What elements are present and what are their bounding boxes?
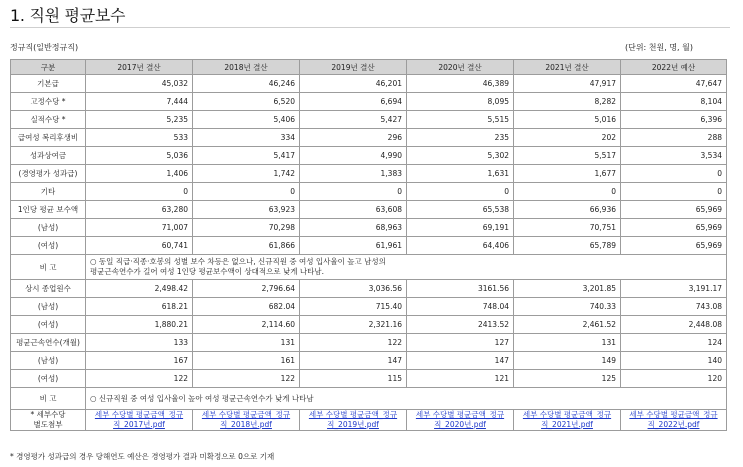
table-row (11, 280, 727, 298)
attachment-link-4[interactable] (514, 410, 621, 431)
value-cell: 47,917 (514, 75, 621, 93)
row-label: 상시 종업원수 (11, 280, 86, 298)
value-cell: 6,520 (193, 93, 300, 111)
table-row (11, 219, 727, 237)
header-cell: 2019년 결산 (300, 60, 407, 75)
table-row (11, 352, 727, 370)
attachment-link-1[interactable] (193, 410, 300, 431)
value-cell: 8,095 (407, 93, 514, 111)
value-cell: 69,191 (407, 219, 514, 237)
value-cell: 2,448.08 (621, 316, 727, 334)
value-cell: 1,880.21 (86, 316, 193, 334)
value-cell: 63,608 (300, 201, 407, 219)
value-cell: 0 (300, 183, 407, 201)
value-cell: 5,417 (193, 147, 300, 165)
row-label: 실적수당 * (11, 111, 86, 129)
value-cell: 68,963 (300, 219, 407, 237)
attachment-link-line-2: 직_2019년.pdf (327, 420, 379, 429)
value-cell: 3161.56 (407, 280, 514, 298)
value-cell: 2,114.60 (193, 316, 300, 334)
value-cell: 61,961 (300, 237, 407, 255)
value-cell: 0 (621, 165, 727, 183)
value-cell: 161 (193, 352, 300, 370)
value-cell: 0 (621, 183, 727, 201)
row-label: 평균근속연수(개월) (11, 334, 86, 352)
value-cell: 5,302 (407, 147, 514, 165)
note-line-1: ○ 동일 직급·직종·호봉의 성별 보수 차등은 없으나, 신규직원 중 여성 입사율이 높고 남성의 (90, 257, 386, 266)
header-cell: 2021년 결산 (514, 60, 621, 75)
attachment-link-line-1: 세부 수당별 평균금액_정규 (201, 410, 291, 419)
attachment-link-line-1: 세부 수당별 평균금액_정규 (522, 410, 612, 419)
value-cell: 131 (193, 334, 300, 352)
value-cell: 2,796.64 (193, 280, 300, 298)
value-cell: 296 (300, 129, 407, 147)
value-cell: 46,246 (193, 75, 300, 93)
header-row (11, 60, 727, 75)
value-cell: 140 (621, 352, 727, 370)
row-label: 성과상여금 (11, 147, 86, 165)
attachment-section (11, 410, 727, 431)
value-cell: 45,032 (86, 75, 193, 93)
value-cell: 6,396 (621, 111, 727, 129)
value-cell: 5,517 (514, 147, 621, 165)
value-cell: 65,969 (621, 219, 727, 237)
note-1 (11, 255, 727, 280)
attachment-link-line-2: 직_2022년.pdf (647, 420, 700, 429)
value-cell: 3,534 (621, 147, 727, 165)
attachment-link-3[interactable] (407, 410, 514, 431)
value-cell: 288 (621, 129, 727, 147)
table-row (11, 298, 727, 316)
value-cell: 133 (86, 334, 193, 352)
value-cell: 5,427 (300, 111, 407, 129)
value-cell: 46,201 (300, 75, 407, 93)
value-cell: 715.40 (300, 298, 407, 316)
value-cell: 70,298 (193, 219, 300, 237)
table-row (11, 237, 727, 255)
header-cell: 구분 (11, 60, 86, 75)
value-cell: 2,321.16 (300, 316, 407, 334)
value-cell: 0 (514, 183, 621, 201)
value-cell: 2,498.42 (86, 280, 193, 298)
value-cell: 121 (407, 370, 514, 388)
row-label: (여성) (11, 370, 86, 388)
value-cell: 65,789 (514, 237, 621, 255)
value-cell: 682.04 (193, 298, 300, 316)
attachment-link-line-2: 직_2020년.pdf (434, 420, 486, 429)
value-cell: 5,235 (86, 111, 193, 129)
value-cell: 1,742 (193, 165, 300, 183)
value-cell: 1,406 (86, 165, 193, 183)
row-label: (여성) (11, 316, 86, 334)
table-subtitle: 정규직(일반정규직) (10, 43, 79, 52)
row-label: (여성) (11, 237, 86, 255)
value-cell: 8,104 (621, 93, 727, 111)
note-label: 비 고 (11, 255, 86, 280)
salary-rows (11, 75, 727, 255)
attachment-label-line-2: 별도첨부 (33, 420, 63, 429)
value-cell: 70,751 (514, 219, 621, 237)
value-cell: 63,923 (193, 201, 300, 219)
value-cell: 5,036 (86, 147, 193, 165)
attachment-link-line-1: 세부 수당별 평균금액_정규 (308, 410, 398, 419)
value-cell: 0 (407, 183, 514, 201)
value-cell: 131 (514, 334, 621, 352)
footnote: * 경영평가 성과급의 경우 당해연도 예산은 경영평가 결과 미확정으로 0으로 기재 (10, 452, 275, 461)
note-row (11, 388, 727, 410)
table-row (11, 111, 727, 129)
row-label: 기타 (11, 183, 86, 201)
value-cell: 65,969 (621, 237, 727, 255)
value-cell: 533 (86, 129, 193, 147)
attachment-link-0[interactable] (86, 410, 193, 431)
value-cell: 334 (193, 129, 300, 147)
value-cell: 618.21 (86, 298, 193, 316)
attachment-link-line-1: 세부 수당별 평균금액_정규 (415, 410, 505, 419)
attachment-link-5[interactable] (621, 410, 727, 431)
attachment-label-line-1: * 세부수당 (30, 410, 66, 419)
table-row (11, 165, 727, 183)
attachment-row (11, 410, 727, 431)
value-cell: 6,694 (300, 93, 407, 111)
unit-label: (단위: 천원, 명, 월) (624, 43, 693, 52)
employee-rows (11, 280, 727, 388)
header-cell: 2017년 결산 (86, 60, 193, 75)
value-cell: 64,406 (407, 237, 514, 255)
attachment-link-line-1: 세부 수당별 평균금액_정규 (629, 410, 718, 419)
note-text: ○ 신규직원 중 여성 입사율이 높아 여성 평균근속연수가 낮게 나타남 (86, 388, 727, 410)
note-label: 비 고 (11, 388, 86, 410)
value-cell: 122 (193, 370, 300, 388)
note-row (11, 255, 727, 280)
row-label: (남성) (11, 219, 86, 237)
value-cell: 202 (514, 129, 621, 147)
attachment-link-line-2: 직_2017년.pdf (113, 420, 165, 429)
value-cell: 63,280 (86, 201, 193, 219)
header-cell: 2022년 예산 (621, 60, 727, 75)
attachment-label (11, 410, 86, 431)
value-cell: 748.04 (407, 298, 514, 316)
value-cell: 125 (514, 370, 621, 388)
row-label: 기본급 (11, 75, 86, 93)
note-line-2: 평균근속연수가 길어 여성 1인당 평균보수액이 상대적으로 낮게 나타남. (90, 267, 324, 276)
value-cell: 3,201.85 (514, 280, 621, 298)
value-cell: 1,383 (300, 165, 407, 183)
row-label: (남성) (11, 298, 86, 316)
value-cell: 743.08 (621, 298, 727, 316)
table-row (11, 75, 727, 93)
value-cell: 1,631 (407, 165, 514, 183)
table-row (11, 201, 727, 219)
value-cell: 120 (621, 370, 727, 388)
value-cell: 47,647 (621, 75, 727, 93)
value-cell: 5,406 (193, 111, 300, 129)
value-cell: 46,389 (407, 75, 514, 93)
value-cell: 124 (621, 334, 727, 352)
value-cell: 3,036.56 (300, 280, 407, 298)
table-row (11, 183, 727, 201)
value-cell: 235 (407, 129, 514, 147)
value-cell: 60,741 (86, 237, 193, 255)
attachment-link-line-2: 직_2021년.pdf (541, 420, 593, 429)
row-label: (경영평가 성과급) (11, 165, 86, 183)
value-cell: 149 (514, 352, 621, 370)
value-cell: 66,936 (514, 201, 621, 219)
value-cell: 65,969 (621, 201, 727, 219)
value-cell: 1,677 (514, 165, 621, 183)
value-cell: 5,016 (514, 111, 621, 129)
value-cell: 61,866 (193, 237, 300, 255)
note-text (86, 255, 727, 280)
table-row (11, 129, 727, 147)
attachment-link-line-1: 세부 수당별 평균금액_정규 (94, 410, 184, 419)
value-cell: 8,282 (514, 93, 621, 111)
value-cell: 122 (86, 370, 193, 388)
value-cell: 7,444 (86, 93, 193, 111)
row-label: 고정수당 * (11, 93, 86, 111)
header-cell: 2018년 결산 (193, 60, 300, 75)
value-cell: 115 (300, 370, 407, 388)
table-row (11, 334, 727, 352)
attachment-link-line-2: 직_2018년.pdf (220, 420, 272, 429)
value-cell: 65,538 (407, 201, 514, 219)
value-cell: 0 (86, 183, 193, 201)
value-cell: 4,990 (300, 147, 407, 165)
value-cell: 2413.52 (407, 316, 514, 334)
value-cell: 740.33 (514, 298, 621, 316)
value-cell: 127 (407, 334, 514, 352)
row-label: 1인당 평균 보수액 (11, 201, 86, 219)
row-label: 급여성 복리후생비 (11, 129, 86, 147)
value-cell: 71,007 (86, 219, 193, 237)
table-row (11, 316, 727, 334)
header-cell: 2020년 결산 (407, 60, 514, 75)
value-cell: 0 (193, 183, 300, 201)
table-row (11, 147, 727, 165)
value-cell: 2,461.52 (514, 316, 621, 334)
title-divider (10, 27, 730, 28)
value-cell: 3,191.17 (621, 280, 727, 298)
value-cell: 5,515 (407, 111, 514, 129)
value-cell: 122 (300, 334, 407, 352)
salary-table (10, 59, 727, 431)
table-row (11, 93, 727, 111)
value-cell: 147 (407, 352, 514, 370)
table-row (11, 370, 727, 388)
note-2 (11, 388, 727, 410)
page-title: 1. 직원 평균보수 (10, 6, 126, 25)
attachment-link-2[interactable] (300, 410, 407, 431)
value-cell: 167 (86, 352, 193, 370)
row-label: (남성) (11, 352, 86, 370)
value-cell: 147 (300, 352, 407, 370)
